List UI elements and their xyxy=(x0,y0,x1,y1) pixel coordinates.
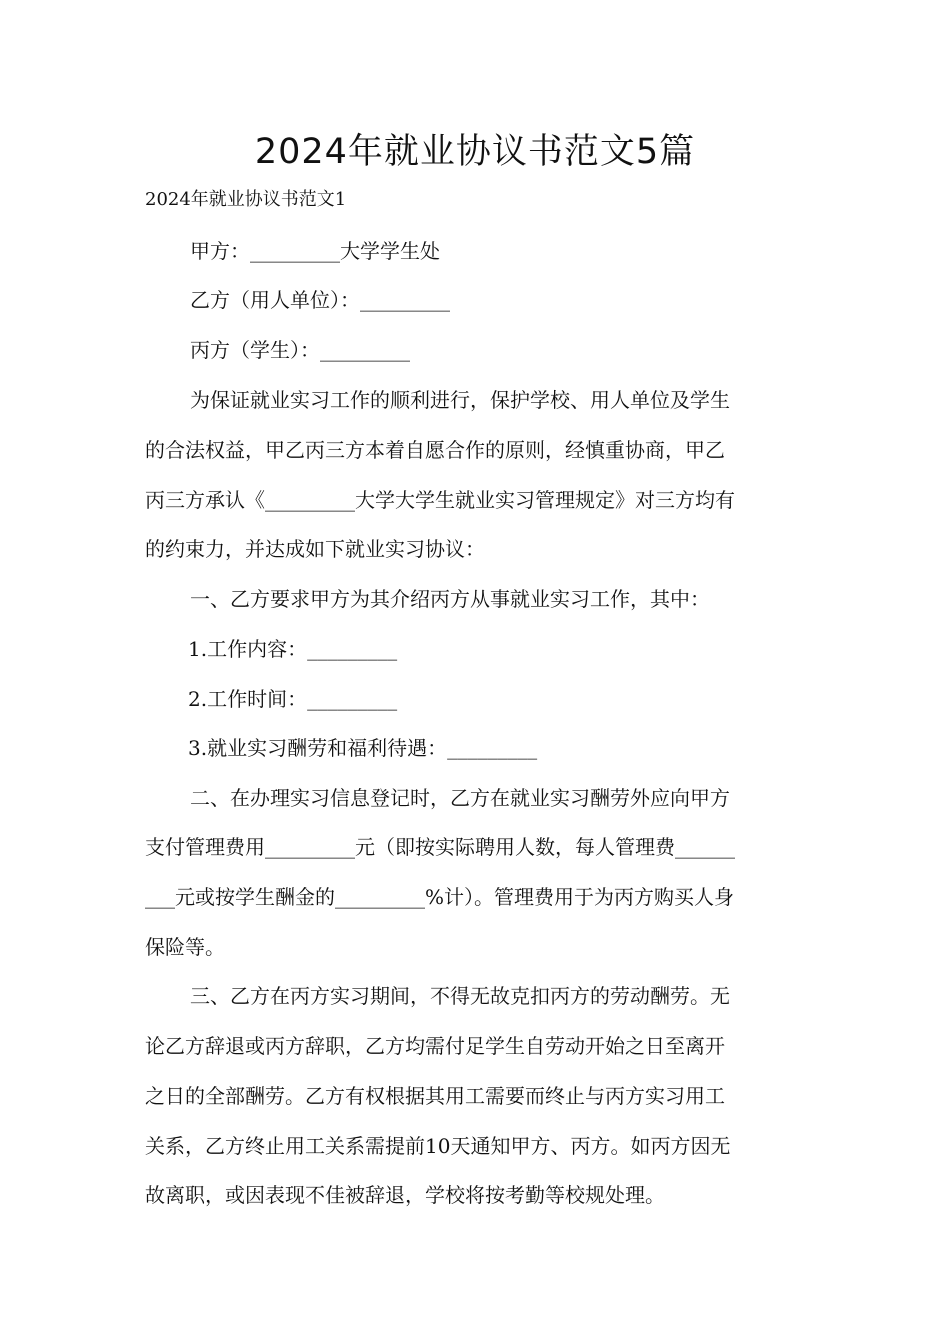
paragraph-line: 之日的全部酬劳。乙方有权根据其用工需要而终止与丙方实习用工 xyxy=(145,1084,725,1108)
paragraph-line: 的约束力，并达成如下就业实习协议： xyxy=(145,537,485,561)
paragraph-line: 丙三方承认《_________大学大学生就业实习管理规定》对三方均有 xyxy=(145,488,735,512)
clause-item-line: 2.工作时间：_________ xyxy=(188,687,398,711)
clause-three-line: 三、乙方在丙方实习期间，不得无故克扣丙方的劳动酬劳。无 xyxy=(190,984,730,1008)
paragraph-line: 的合法权益，甲乙丙三方本着自愿合作的原则，经慎重协商，甲乙 xyxy=(145,438,725,462)
clause-item-line: 3.就业实习酬劳和福利待遇：_________ xyxy=(188,736,538,760)
paragraph-line: ___元或按学生酬金的_________%计）。管理费用于为丙方购买人身 xyxy=(145,885,735,909)
paragraph-line: 论乙方辞退或丙方辞职，乙方均需付足学生自劳动开始之日至离开 xyxy=(145,1034,725,1058)
paragraph-line: 关系，乙方终止用工关系需提前10天通知甲方、丙方。如丙方因无 xyxy=(145,1134,731,1158)
party-b-line: 乙方（用人单位）：_________ xyxy=(190,288,450,312)
clause-one-line: 一、乙方要求甲方为其介绍丙方从事就业实习工作，其中： xyxy=(190,587,710,611)
party-c-line: 丙方（学生）：_________ xyxy=(190,338,410,362)
paragraph-line: 保险等。 xyxy=(145,935,225,959)
paragraph-line: 故离职，或因表现不佳被辞退，学校将按考勤等校规处理。 xyxy=(145,1183,665,1207)
section-heading: 2024年就业协议书范文1 xyxy=(145,189,347,210)
clause-item-line: 1.工作内容：_________ xyxy=(188,637,398,661)
party-a-line: 甲方：_________大学学生处 xyxy=(190,239,440,263)
clause-two-line: 二、在办理实习信息登记时，乙方在就业实习酬劳外应向甲方 xyxy=(190,786,730,810)
paragraph-line: 支付管理费用_________元（即按实际聘用人数，每人管理费______ xyxy=(145,835,735,859)
paragraph-line: 为保证就业实习工作的顺利进行，保护学校、用人单位及学生 xyxy=(190,388,730,412)
document-title: 2024年就业协议书范文5篇 xyxy=(254,132,696,172)
